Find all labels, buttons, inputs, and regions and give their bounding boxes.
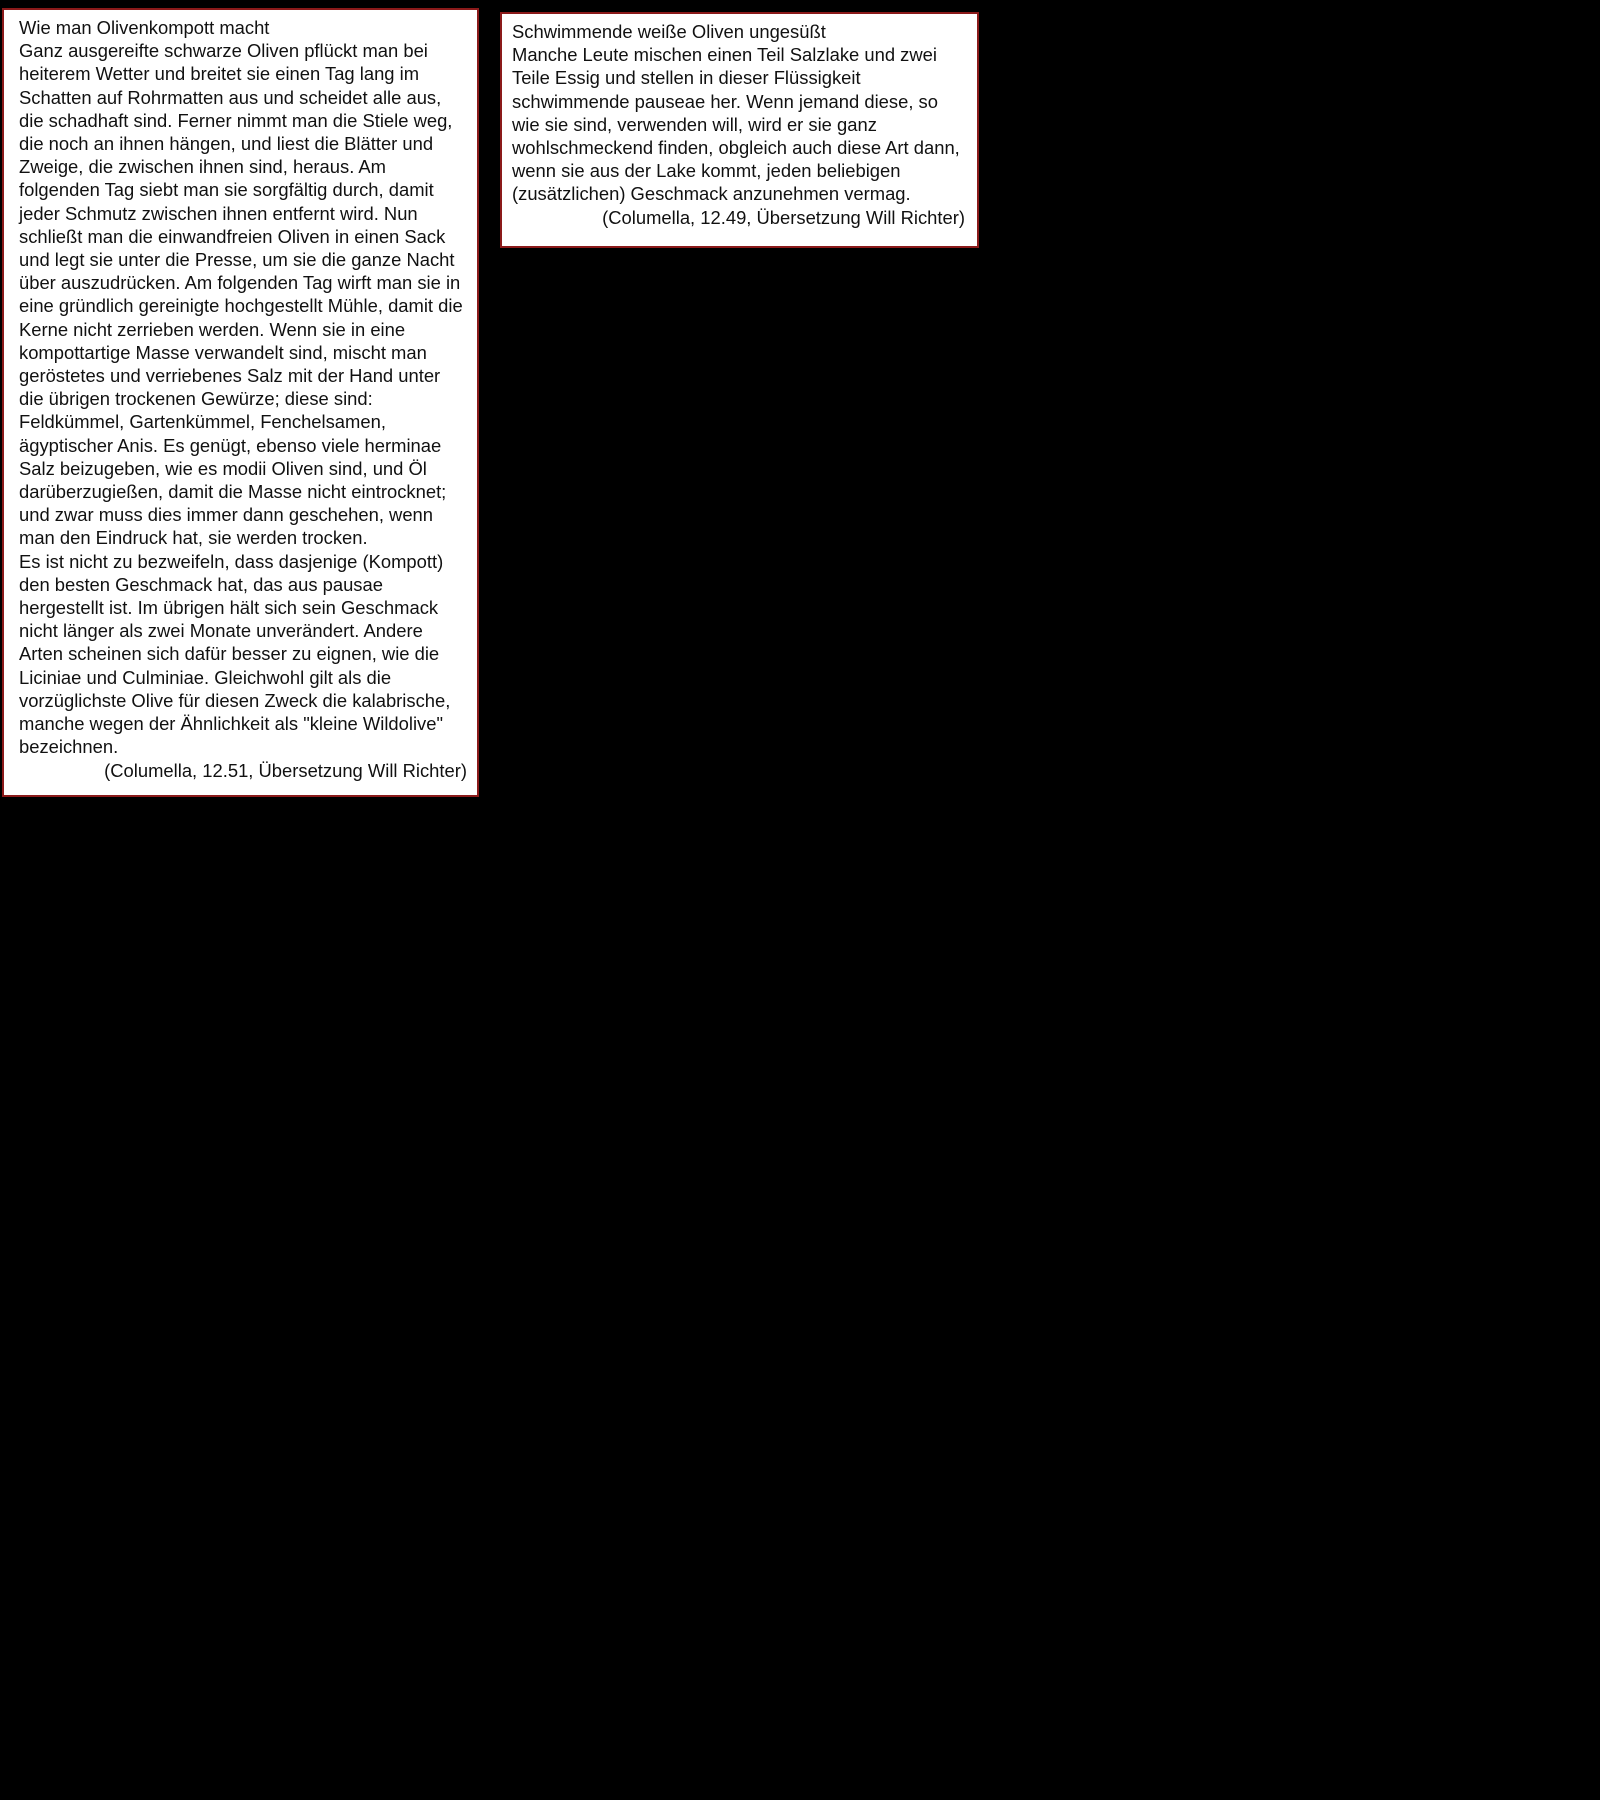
recipe-paragraph: Es ist nicht zu bezweifeln, dass dasjenige (Kompott) den besten Geschmack hat, das aus pausae hergestellt ist. Im übrigen hält sich sein Geschmack nicht länger als zwei Monate unverändert. Andere Arten scheinen sich dafür besser zu eignen, wie die Liciniae und Culminiae. Gleichwohl gilt als die vorzüglichste Olive für diesen Zweck die kalabrische, manche wegen der Ähnlichkeit als "kleine Wildolive" bezeichnen. [19,550,451,758]
recipe-title: Wie man Olivenkompott macht [19,17,270,38]
recipe-paragraph: Ganz ausgereifte schwarze Oliven pflückt man bei heiterem Wetter und breitet sie einen Tag lang im Schatten auf Rohrmatten aus und scheidet alle aus, die schadhaft sind. Ferner nimmt man die Stiele weg, die noch an ihnen hängen, und liest die Blätter und Zweige, die zwischen ihnen sind, heraus. Am folgenden Tag siebt man sie sorgfältig durch, damit jeder Schmutz zwischen ihnen entfernt wird. Nun schließt man die einwandfreien Oliven in einen Sack und legt sie unter die Presse, um sie die ganze Nacht über auszudrücken. Am folgenden Tag wirft man sie in eine gründlich gereinigte hochgestellt Mühle, damit die Kerne nicht zerrieben werden. Wenn sie in eine kompottartige Masse verwandelt sind, mischt man geröstetes und verriebenes Salz mit der Hand unter die übrigen trockenen Gewürze; diese sind: Feldkümmel, Gartenkümmel, Fenchelsamen, ägyptischer Anis. Es genügt, ebenso viele herminae Salz beizugeben, wie es modii Oliven sind, und Öl darüberzugießen, damit die Masse nicht eintrocknet; und zwar muss dies immer dann geschehen, wenn man den Eindruck hat, sie werden trocken. [19,40,463,549]
recipe-card-floating-white-olives [500,12,979,248]
recipe-card-olive-compote [2,8,479,797]
recipe-citation: (Columella, 12.51, Übersetzung Will Richter) [104,759,467,781]
recipe-paragraph: Manche Leute mischen einen Teil Salzlake und zwei Teile Essig und stellen in dieser Flüssigkeit schwimmende pauseae her. Wenn jemand diese, so wie sie sind, verwenden will, wird er sie ganz wohlschmeckend finden, obgleich auch diese Art dann, wenn sie aus der Lake kommt, jeden beliebigen (zusätzlichen) Geschmack anzunehmen vermag. [512,44,960,205]
recipe-title: Schwimmende weiße Oliven ungesüßt [512,21,826,42]
recipe-citation: (Columella, 12.49, Übersetzung Will Richter) [602,206,965,228]
